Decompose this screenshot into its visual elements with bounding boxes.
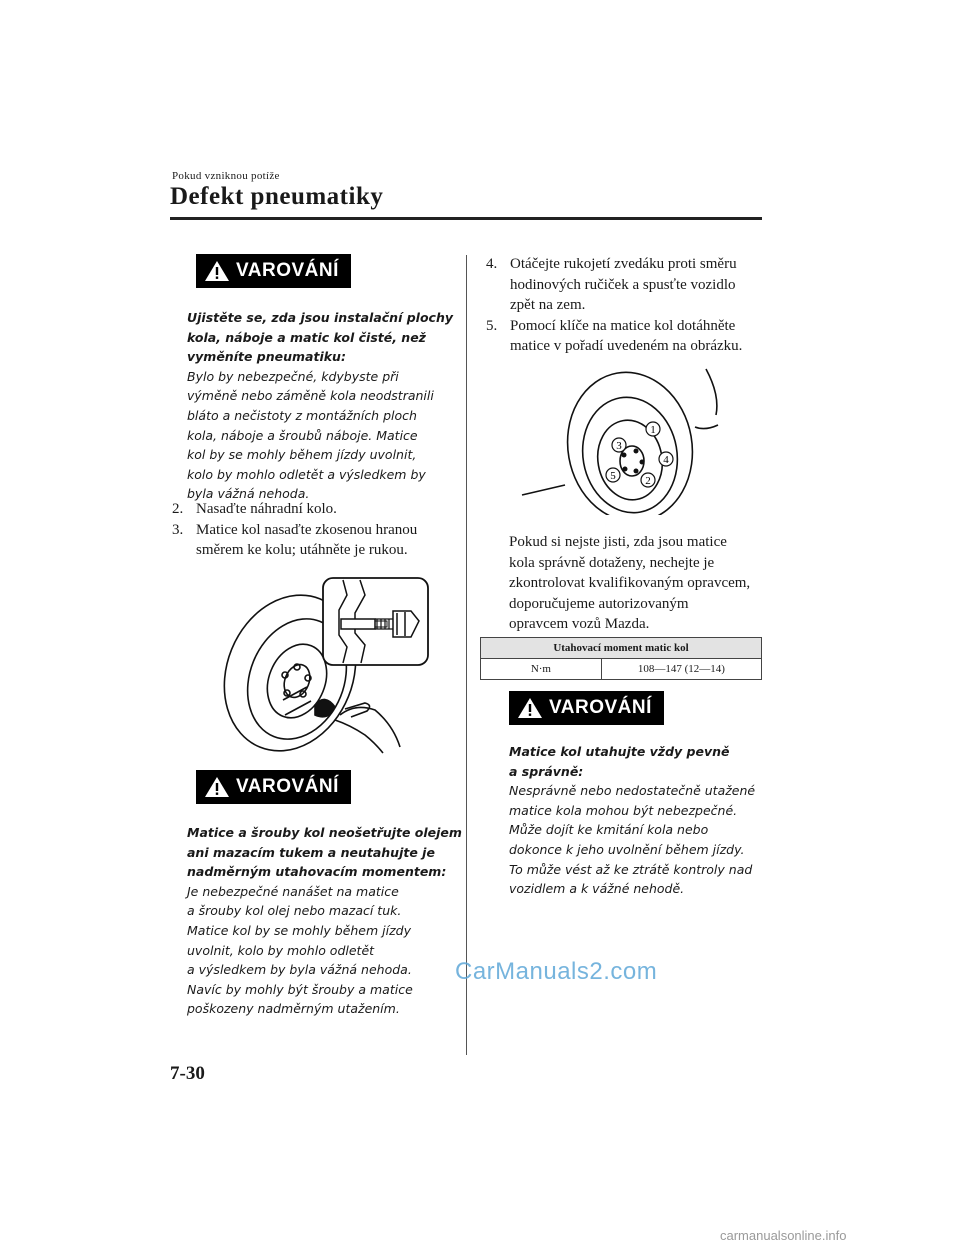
warning-triangle-icon xyxy=(517,697,543,719)
step-text-line: Pomocí klíče na matice kol dotáhněte xyxy=(510,317,736,334)
warning-badge xyxy=(196,770,351,804)
step-number: 3. xyxy=(172,521,184,538)
step-text-line: směrem ke kolu; utáhněte je rukou. xyxy=(196,542,408,558)
footer-watermark: carmanualsonline.info xyxy=(720,1228,847,1243)
section-label: Pokud vzniknou potíže xyxy=(172,170,280,182)
warning-2-heading-line: Matice a šrouby kol neošetřujte olejem xyxy=(187,825,462,840)
order-label: 3 xyxy=(616,440,622,452)
note-line: zkontrolovat kvalifikovaným opravcem, xyxy=(509,575,751,591)
warning-1-text xyxy=(187,308,453,504)
step-text-line: Otáčejte rukojetí zvedáku proti směru xyxy=(510,256,737,272)
step-number: 5. xyxy=(486,317,498,334)
warning-label: VAROVÁNÍ xyxy=(236,260,339,281)
step-item xyxy=(486,254,742,316)
warning-label: VAROVÁNÍ xyxy=(549,697,652,718)
warning-2-body-line: a šrouby kol olej nebo mazací tuk. xyxy=(187,903,402,919)
torque-value: 108—147 (12—14) xyxy=(601,659,761,680)
warning-2-body-line: Je nebezpečné nanášet na matice xyxy=(187,883,399,899)
warning-triangle-icon xyxy=(204,260,230,282)
page-number: 7-30 xyxy=(170,1063,205,1084)
warning-1-heading-line: Ujistěte se, zda jsou instalační plochy xyxy=(187,310,453,325)
steps-right xyxy=(486,254,742,357)
warning-1-heading-line: kola, náboje a matic kol čisté, než xyxy=(187,329,426,345)
warning-3-heading-line: a správně: xyxy=(509,763,584,779)
warning-label: VAROVÁNÍ xyxy=(236,776,339,797)
warning-2-body-line: a výsledkem by byla vážná nehoda. xyxy=(187,962,412,978)
warning-badge xyxy=(509,691,664,725)
order-label: 1 xyxy=(650,424,656,436)
step-number: 2. xyxy=(172,501,184,517)
order-label: 5 xyxy=(610,470,616,482)
warning-badge xyxy=(196,254,351,288)
warning-1-body-line: bláto a nečistoty z montážních ploch xyxy=(187,407,417,423)
wheel-nut-illustration xyxy=(215,575,430,755)
note-line: opravcem vozů Mazda. xyxy=(509,616,650,632)
warning-3-body-line: To může vést až ke ztrátě kontroly nad xyxy=(509,861,753,877)
step-text-line: zpět na zem. xyxy=(510,297,586,313)
step-item xyxy=(486,316,742,357)
page-title: Defekt pneumatiky xyxy=(170,183,384,210)
warning-2-heading-line: ani mazacím tukem a neutahujte je xyxy=(187,844,435,860)
warning-3-heading-line: Matice kol utahujte vždy pevně xyxy=(509,744,730,759)
warning-2-body-line: poškozeny nadměrným utažením. xyxy=(187,1001,400,1017)
warning-3-body-line: dokonce k jeho uvolnění během jízdy. xyxy=(509,841,745,857)
header-divider xyxy=(170,217,762,220)
warning-1-body-line: Bylo by nebezpečné, kdybyste při xyxy=(187,368,399,384)
warning-3-text xyxy=(509,742,755,899)
warning-3-body-line: matice kola mohou být nebezpečné. xyxy=(509,802,738,818)
note-line: doporučujeme autorizovaným xyxy=(509,595,689,612)
step-text-line: matice v pořadí uvedeném na obrázku. xyxy=(510,338,743,354)
steps-left xyxy=(172,499,417,561)
warning-1-body-line: kola, náboje a šroubů náboje. Matice xyxy=(187,427,418,443)
warning-2-text xyxy=(187,823,462,1019)
note-line: kola správně dotaženy, nechejte je xyxy=(509,554,715,571)
warning-2-body-line: uvolnit, kolo by mohlo odletět xyxy=(187,942,375,958)
step-number: 4. xyxy=(486,256,498,272)
note-line: Pokud si nejste jisti, zda jsou matice xyxy=(509,534,727,550)
step-text-line: Nasaďte náhradní kolo. xyxy=(196,501,337,517)
warning-2-body-line: Matice kol by se mohly během jízdy xyxy=(187,922,411,938)
step-text-line: Matice kol nasaďte zkosenou hranou xyxy=(196,521,418,538)
warning-3-body-line: vozidlem a k vážné nehodě. xyxy=(509,881,685,897)
warning-1-heading-line: vyměníte pneumatiku: xyxy=(187,349,346,365)
step-item xyxy=(172,520,417,561)
note-paragraph xyxy=(509,532,750,635)
warning-triangle-icon xyxy=(204,776,230,798)
warning-1-body-line: byla vážná nehoda. xyxy=(187,486,310,502)
warning-3-body-line: Může dojít ke kmitání kola nebo xyxy=(509,822,709,838)
order-label: 4 xyxy=(663,454,669,466)
tightening-order-illustration xyxy=(520,365,735,515)
torque-unit: N·m xyxy=(481,659,602,680)
warning-2-heading-line: nadměrným utahovacím momentem: xyxy=(187,864,447,880)
torque-table-title: Utahovací moment matic kol xyxy=(481,638,762,659)
torque-table xyxy=(480,637,762,680)
column-divider xyxy=(466,255,467,1055)
warning-3-body-line: Nesprávně nebo nedostatečně utažené xyxy=(509,783,756,799)
order-label: 2 xyxy=(645,475,651,487)
order-labels xyxy=(606,422,673,487)
warning-1-body-line: výměně nebo záměně kola neodstranili xyxy=(187,388,434,404)
step-text-line: hodinových ručiček a spusťte vozidlo xyxy=(510,276,736,293)
warning-1-body-line: kol by se mohly během jízdy uvolnit, xyxy=(187,447,417,463)
watermark: CarManuals2.com xyxy=(455,958,658,985)
warning-1-body-line: kolo by mohlo odletět a výsledkem by xyxy=(187,466,426,482)
step-item xyxy=(172,499,417,520)
warning-2-body-line: Navíc by mohly být šrouby a matice xyxy=(187,981,413,997)
